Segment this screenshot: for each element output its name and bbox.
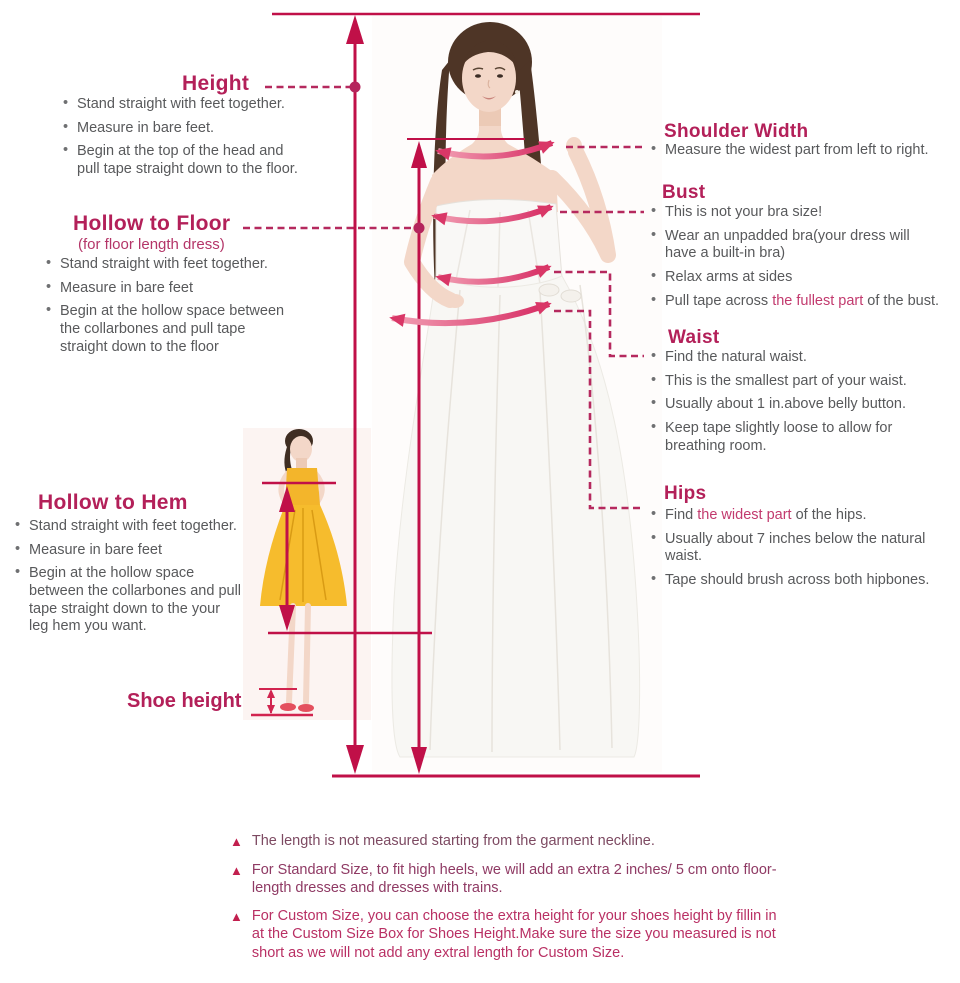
bullet-item: • Begin at the top of the head and pull tape straight down to the floor. [62, 143, 307, 178]
model-figure [372, 16, 662, 772]
footnote [230, 832, 785, 852]
footnote-text: For Custom Size, you can choose the extra height for your shoes height by fillin in at the Custom Size Box for Shoes Height.Make sure the size you measured is not short as we will not add any extral length for Custom Size. [251, 907, 777, 961]
footnote [230, 861, 785, 898]
hips-bullets [650, 507, 950, 596]
bullet-item: • This is the smallest part of your waist. [650, 373, 935, 391]
height-connector-dot [350, 82, 361, 93]
bust-bullets [650, 204, 940, 316]
footnote [230, 907, 785, 963]
bullet-text: Find [665, 507, 698, 523]
bullet-item: • Measure in bare feet. [62, 120, 307, 138]
bullet-item: • Keep tape slightly loose to allow for breathing room. [650, 420, 935, 455]
bullet-item: • Begin at the hollow space between the collarbones and pull tape straight down to the floor [45, 303, 285, 356]
shoe-height-label: Shoe height [127, 690, 242, 712]
bullet-text: of the hips. [791, 507, 867, 523]
shoulder-width-bullets [650, 142, 960, 166]
footnote-text: For Standard Size, to fit high heels, we will add an extra 2 inches/ 5 cm onto floor-length dresses and dresses with trains. [251, 861, 777, 897]
hollow-to-floor-title: Hollow to Floor [73, 212, 231, 235]
bullet-item [650, 507, 950, 525]
bullet-item: • Relax arms at sides [650, 269, 920, 287]
hollow-to-floor-connector-dot [414, 223, 425, 234]
bullet-item: • Stand straight with feet together. [14, 518, 241, 536]
footnote-text: The length is not measured starting from the garment neckline. [251, 833, 655, 849]
hips-title: Hips [664, 483, 707, 504]
bust-title: Bust [662, 182, 706, 203]
bullet-item: • Measure the widest part from left to right. [650, 142, 960, 160]
warning-triangle-icon: ▲ [230, 908, 243, 924]
bullet-item: • Find the natural waist. [650, 349, 935, 367]
bullet-item: • Measure in bare feet [14, 542, 241, 560]
bullet-text: of the bust. [863, 292, 940, 309]
bullet-item: • Wear an unpadded bra(your dress will have a built-in bra) [650, 228, 920, 263]
waist-bullets [650, 349, 935, 461]
bullet-item: • Tape should brush across both hipbones. [650, 572, 950, 590]
hem-model-figure [243, 428, 371, 720]
height-bullets [62, 96, 307, 185]
warning-triangle-icon: ▲ [230, 834, 243, 849]
bullet-item: • Begin at the hollow space between the collarbones and pull tape straight down to the your leg hem you want. [14, 565, 241, 636]
bullet-text: Pull tape across [665, 292, 773, 309]
warning-triangle-icon: ▲ [230, 862, 243, 878]
hollow-to-hem-title: Hollow to Hem [38, 491, 188, 514]
shoulder-width-title: Shoulder Width [664, 121, 809, 142]
hollow-to-floor-bullets [45, 256, 285, 362]
bullet-highlight-text: the fullest part [772, 292, 864, 309]
bullet-item: • Stand straight with feet together. [45, 256, 285, 274]
bullet-item: • Usually about 7 inches below the natural waist. [650, 531, 950, 566]
footnotes [230, 832, 785, 971]
bullet-highlight-text: the widest part [697, 507, 792, 523]
bullet-item: • Usually about 1 in.above belly button. [650, 396, 935, 414]
hollow-to-hem-bullets [14, 518, 241, 642]
bullet-item [650, 292, 940, 311]
bullet-item: • Measure in bare feet [45, 280, 285, 298]
hollow-to-floor-subtitle: (for floor length dress) [78, 236, 225, 253]
waist-title: Waist [668, 327, 720, 348]
bullet-item: • Stand straight with feet together. [62, 96, 307, 114]
bullet-item: • This is not your bra size! [650, 204, 920, 222]
height-title: Height [182, 72, 250, 95]
